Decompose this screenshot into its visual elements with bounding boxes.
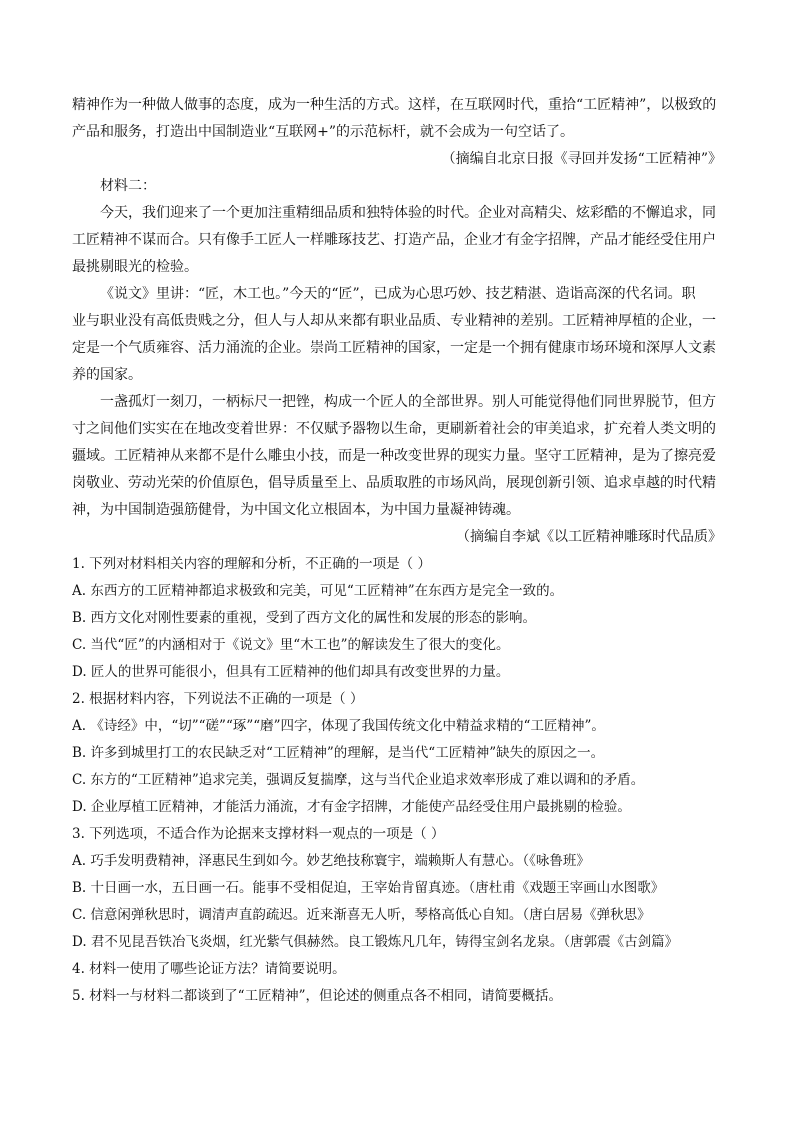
- question-stem: 5. 材料一与材料二都谈到了“工匠精神”，但论述的侧重点各不相同，请简要概括。: [72, 988, 562, 1004]
- material2-para2-line: 业与职业没有高低贵贱之分，但人与人却从来都有职业品质、专业精神的差别。工匠精神厚植的企业，一: [72, 313, 716, 329]
- material2-para2-line: 定是一个气质雍容、活力涌流的企业。崇尚工匠精神的国家，一定是一个拥有健康市场环境和深厚人文素: [72, 340, 716, 356]
- question-option: B. 十日画一水，五日画一石。能事不受相促迫，王宰始肯留真迹。（唐杜甫《戏题王宰画山水图歌》: [72, 880, 665, 896]
- material2-para1-line: 工匠精神不谋而合。只有像手工匠人一样雕琢技艺、打造产品，企业才有金字招牌，产品才能经受住用户: [72, 232, 716, 248]
- material2-para3-line: 寸之间他们实实在在地改变着世界：不仅赋予器物以生命，更刷新着社会的审美追求，扩充着人类文明的: [72, 421, 716, 437]
- question-option: D. 匠人的世界可能很小，但具有工匠精神的他们却具有改变世界的力量。: [72, 664, 510, 680]
- question-option: D. 企业厚植工匠精神，才能活力涌流，才有金字招牌，才能使产品经受住用户最挑剔的检验。: [72, 799, 631, 815]
- material2-para1-line: 最挑剔眼光的检验。: [72, 259, 198, 275]
- question-option: B. 许多到城里打工的农民缺乏对“工匠精神”的理解，是当代“工匠精神”缺失的原因之一。: [72, 745, 605, 761]
- material2-para3-line: 一盏孤灯一刻刀，一柄标尺一把锉，构成一个匠人的全部世界。别人可能觉得他们同世界脱节，但方: [100, 394, 716, 410]
- question-option: C. 信意闲弹秋思时，调清声直韵疏迟。近来渐喜无人听，琴格高低心自知。（唐白居易《弹秋思》: [72, 907, 651, 923]
- question-option: D. 君不见昆吾铁冶飞炎烟，红光紫气俱赫然。良工锻炼凡几年，铸得宝剑名龙泉。（唐郭震《古剑篇》: [72, 934, 679, 950]
- question-option: C. 东方的“工匠精神”追求完美，强调反复揣摩，这与当代企业追求效率形成了难以调和的矛盾。: [72, 772, 645, 788]
- question-stem: 3. 下列选项，不适合作为论据来支撑材料一观点的一项是（ ）: [72, 826, 445, 842]
- material2-para3-line: 神，为中国制造强筋健骨，为中国文化立根固本，为中国力量凝神铸魂。: [72, 502, 520, 518]
- passage-source: （摘编自北京日报《寻回并发扬“工匠精神”》: [441, 151, 722, 167]
- question-option: B. 西方文化对刚性要素的重视，受到了西方文化的属性和发展的形态的影响。: [72, 610, 537, 626]
- material2-para3-line: 岗敬业、劳动光荣的价值原色，倡导质量至上、品质取胜的市场风尚，展现创新引领、追求卓越的时代精: [72, 475, 716, 491]
- document-page: [72, 92, 722, 1010]
- question-option: A. 《诗经》中，“切”“磋”“琢”“磨”四字，体现了我国传统文化中精益求精的“工匠精神”。: [72, 718, 605, 734]
- material2-heading: 材料二：: [100, 178, 156, 194]
- passage-line: 精神作为一种做人做事的态度，成为一种生活的方式。这样，在互联网时代，重拾“工匠精神”，以极致的: [72, 97, 717, 113]
- question-stem: 2. 根据材料内容，下列说法不正确的一项是（ ）: [72, 691, 364, 707]
- material2-para3-line: 疆域。工匠精神从来都不是什么雕虫小技，而是一种改变世界的现实力量。坚守工匠精神，是为了擦亮爱: [72, 448, 716, 464]
- question-option: A. 巧手发明费精神，泽惠民生到如今。妙艺绝技称寰宇，端赖斯人有慧心。（《咏鲁班》: [72, 853, 590, 869]
- question-stem: 1. 下列对材料相关内容的理解和分析，不正确的一项是（ ）: [72, 556, 431, 572]
- question-stem: 4. 材料一使用了哪些论证方法？请简要说明。: [72, 961, 346, 977]
- material2-para1-line: 今天，我们迎来了一个更加注重精细品质和独特体验的时代。企业对高精尖、炫彩酷的不懈追求，同: [100, 205, 716, 221]
- passage-line: 产品和服务，打造出中国制造业“互联网+”的示范标杆，就不会成为一句空话了。: [72, 124, 575, 140]
- material2-para2-line: 养的国家。: [72, 367, 142, 383]
- material2-para2-line: 《说文》里讲：“匠，木工也。”今天的“匠”，已成为心思巧妙、技艺精湛、造诣高深的代名词。职: [100, 286, 696, 302]
- material2-source: （摘编自李斌《以工匠精神雕琢时代品质》: [456, 529, 722, 545]
- question-option: C. 当代“匠”的内涵相对于《说文》里“木工也”的解读发生了很大的变化。: [72, 637, 510, 653]
- question-option: A. 东西方的工匠精神都追求极致和完美，可见“工匠精神”在东西方是完全一致的。: [72, 583, 564, 599]
